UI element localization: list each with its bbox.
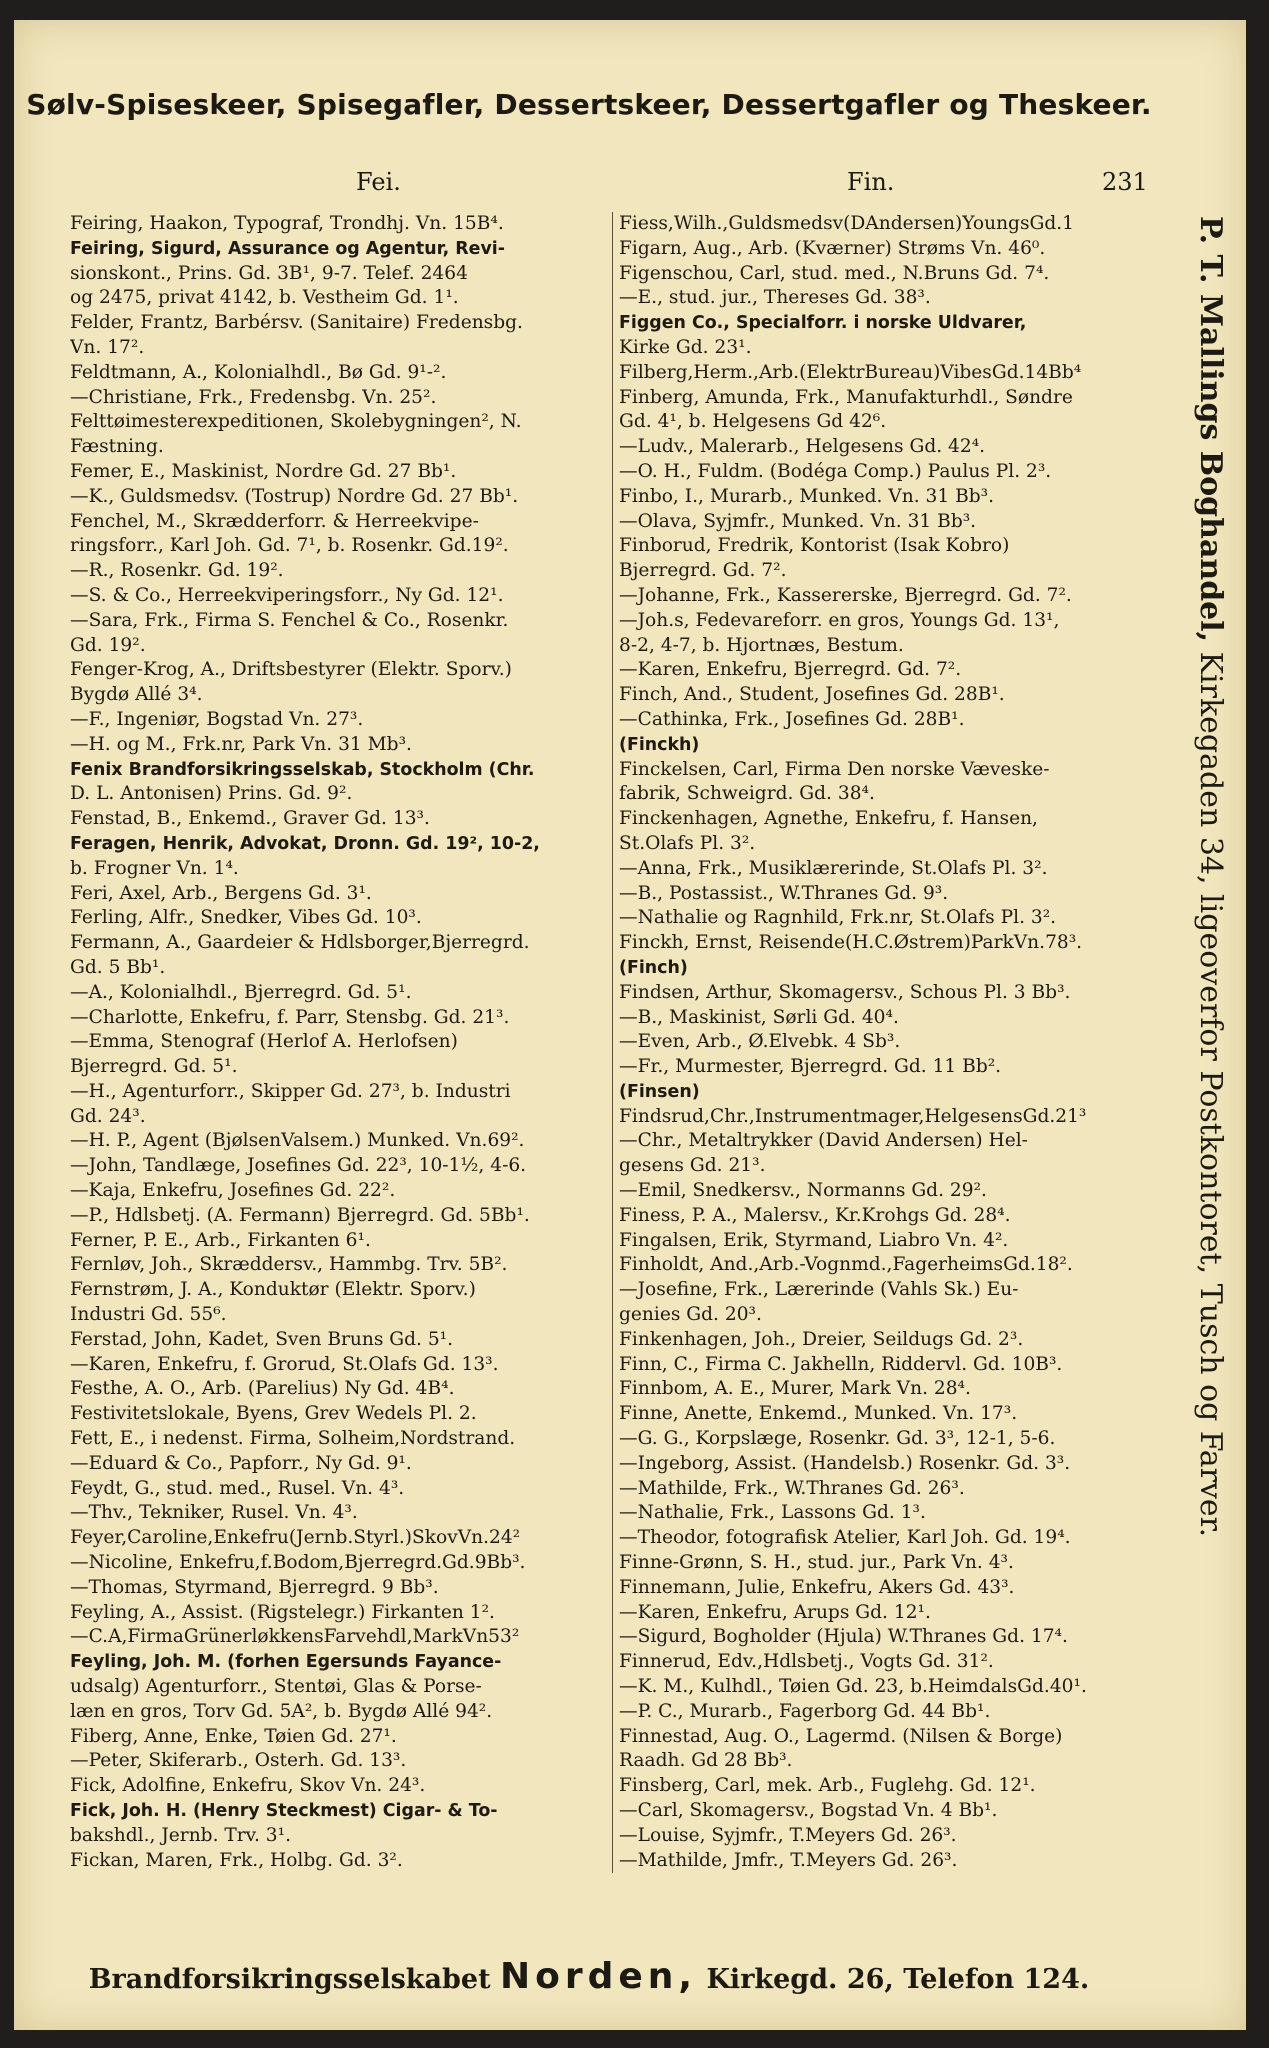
directory-line: Feragen, Henrik, Advokat, Dronn. Gd. 19², 10-2, <box>70 833 540 854</box>
directory-line: Findsen, Arthur, Skomagersv., Schous Pl. 3 Bb³. <box>619 981 1071 1003</box>
directory-line: Finch, And., Student, Josefines Gd. 28B¹. <box>619 684 1005 706</box>
directory-line: Fingalsen, Erik, Styrmand, Liabro Vn. 4². <box>619 1229 1009 1251</box>
directory-line: Figgen Co., Specialforr. i norske Uldvarer, <box>619 313 1027 334</box>
directory-line: —S. & Co., Herreekviperingsforr., Ny Gd. 12¹. <box>70 584 504 606</box>
directory-line: —Ludv., Malerarb., Helgesens Gd. 42⁴. <box>619 436 986 458</box>
directory-line: —Thomas, Styrmand, Bjerregrd. 9 Bb³. <box>70 1576 439 1598</box>
directory-line: Fick, Adolfine, Enkefru, Skov Vn. 24³. <box>70 1775 426 1797</box>
directory-line: —Chr., Metaltrykker (David Andersen) Hel- <box>619 1130 1028 1152</box>
directory-line: Gd. 4¹, b. Helgesens Gd 42⁶. <box>619 411 887 433</box>
right-column <box>612 212 1179 1873</box>
directory-line: Fiberg, Anne, Enke, Tøien Gd. 27¹. <box>70 1725 397 1747</box>
left-column-heading: Fei. <box>356 168 401 196</box>
directory-line: og 2475, privat 4142, b. Vestheim Gd. 1¹. <box>70 287 459 309</box>
directory-line: Raadh. Gd 28 Bb³. <box>619 1750 793 1772</box>
directory-line: udsalg) Agenturforr., Stentøi, Glas & Porse- <box>70 1676 482 1698</box>
side-ad-shop-name: P. T. Mallings Boghandel, <box>1193 216 1228 643</box>
directory-line: —Mathilde, Frk., W.Thranes Gd. 26³. <box>619 1477 965 1499</box>
directory-line: —C.A,FirmaGrünerløkkensFarvehdl,MarkVn53² <box>70 1626 520 1648</box>
directory-line: —Theodor, fotografisk Atelier, Karl Joh. Gd. 19⁴. <box>619 1527 1071 1549</box>
directory-line: Fett, E., i nedenst. Firma, Solheim,Nordstrand. <box>70 1428 516 1450</box>
directory-line: Feydt, G., stud. med., Rusel. Vn. 4³. <box>70 1477 405 1499</box>
directory-line: —Nicoline, Enkefru,f.Bodom,Bjerregrd.Gd.9Bb³. <box>70 1552 526 1574</box>
directory-line: —Joh.s, Fedevareforr. en gros, Youngs Gd. 13¹, <box>619 609 1060 631</box>
left-column <box>70 212 618 1873</box>
directory-line: —Christiane, Frk., Fredensbg. Vn. 25². <box>70 386 437 408</box>
directory-line: Finkenhagen, Joh., Dreier, Seildugs Gd. 2³. <box>619 1328 1024 1350</box>
directory-line: Finne, Anette, Enkemd., Munked. Vn. 17³. <box>619 1403 1018 1425</box>
directory-line: Finne-Grønn, S. H., stud. jur., Park Vn. 4³. <box>619 1552 1014 1574</box>
directory-line: —P., Hdlsbetj. (A. Fermann) Bjerregrd. Gd. 5Bb¹. <box>70 1204 530 1226</box>
directory-line: —Sigurd, Bogholder (Hjula) W.Thranes Gd. 17⁴. <box>619 1626 1068 1648</box>
directory-line: Feiring, Haakon, Typograf, Trondhj. Vn. 15B⁴. <box>70 213 504 234</box>
directory-line: læn en gros, Torv Gd. 5A², b. Bygdø Allé 94². <box>70 1700 493 1722</box>
directory-line: 8-2, 4-7, b. Hjortnæs, Bestum. <box>619 634 904 656</box>
directory-line: —O. H., Fuldm. (Bodéga Comp.) Paulus Pl. 2³. <box>619 460 1052 482</box>
directory-line: (Finch) <box>619 957 688 978</box>
directory-line: Fick, Joh. H. (Henry Steckmest) Cigar- & To- <box>70 1801 498 1821</box>
directory-line: —Johanne, Frk., Kassererske, Bjerregrd. Gd. 7². <box>619 584 1072 606</box>
footer-advertisement <box>14 1956 1164 1997</box>
directory-line: —Fr., Murmester, Bjerregrd. Gd. 11 Bb². <box>619 1056 1002 1078</box>
directory-line: gesens Gd. 21³. <box>619 1155 766 1177</box>
directory-line: Fickan, Maren, Frk., Holbg. Gd. 3². <box>70 1849 403 1871</box>
directory-line: Feiring, Sigurd, Assurance og Agentur, Revi- <box>70 238 505 259</box>
directory-line: —B., Postassist., W.Thranes Gd. 9³. <box>619 882 949 904</box>
directory-line: —Nathalie, Frk., Lassons Gd. 1³. <box>619 1502 926 1524</box>
directory-line: Festhe, A. O., Arb. (Parelius) Ny Gd. 4B⁴. <box>70 1378 455 1400</box>
directory-line: Gd. 24³. <box>70 1105 146 1127</box>
directory-line: sionskont., Prins. Gd. 3B¹, 9-7. Telef. 2464 <box>70 262 468 284</box>
directory-line: Ferstad, John, Kadet, Sven Bruns Gd. 5¹. <box>70 1328 454 1350</box>
directory-line: Felttøimesterexpeditionen, Skolebygningen², N. <box>70 411 522 433</box>
directory-line: Feyer,Caroline,Enkefru(Jernb.Styrl.)SkovVn.24² <box>70 1527 521 1549</box>
page-banner: Sølv-Spiseskeer, Spisegafler, Dessertskeer, Dessertgafler og Theskeer. <box>26 88 1152 121</box>
directory-line: Figenschou, Carl, stud. med., N.Bruns Gd. 7⁴. <box>619 262 1050 284</box>
side-advertisement <box>1188 216 1232 1856</box>
directory-line: —Louise, Syjmfr., T.Meyers Gd. 26³. <box>619 1824 957 1846</box>
directory-line: —Ingeborg, Assist. (Handelsb.) Rosenkr. Gd. 3³. <box>619 1452 1071 1474</box>
directory-line: —Olava, Syjmfr., Munked. Vn. 31 Bb³. <box>619 510 977 532</box>
directory-line: Fæstning. <box>70 436 164 458</box>
directory-line: —Even, Arb., Ø.Elvebk. 4 Sb³. <box>619 1031 901 1053</box>
directory-line: Bjerregrd. Gd. 7². <box>619 560 787 582</box>
directory-line: —B., Maskinist, Sørli Gd. 40⁴. <box>619 1006 899 1028</box>
directory-line: Finborud, Fredrik, Kontorist (Isak Kobro) <box>619 535 1010 557</box>
directory-line: —K. M., Kulhdl., Tøien Gd. 23, b.HeimdalsGd.40¹. <box>619 1676 1087 1698</box>
directory-line: Feyling, Joh. M. (forhen Egersunds Fayance- <box>70 1652 502 1673</box>
directory-line: Finnestad, Aug. O., Lagermd. (Nilsen & Borge) <box>619 1725 1063 1747</box>
directory-line: —Karen, Enkefru, Arups Gd. 12¹. <box>619 1601 931 1623</box>
directory-line: Fermann, A., Gaardeier & Hdlsborger,Bjerregrd. <box>70 932 530 954</box>
directory-line: Bygdø Allé 3⁴. <box>70 684 203 706</box>
directory-line: (Finsen) <box>619 1081 700 1102</box>
directory-line: Kirke Gd. 23¹. <box>619 336 752 358</box>
directory-line: Fenstad, B., Enkemd., Graver Gd. 13³. <box>70 808 430 830</box>
directory-line: —Thv., Tekniker, Rusel. Vn. 4³. <box>70 1502 358 1524</box>
directory-line: Fernløv, Joh., Skræddersv., Hammbg. Trv. 5B². <box>70 1254 508 1276</box>
directory-line: genies Gd. 20³. <box>619 1304 762 1326</box>
directory-line: (Finckh) <box>619 734 700 755</box>
footer-company-name: Norden, <box>499 1956 698 1997</box>
directory-line: —Mathilde, Jmfr., T.Meyers Gd. 26³. <box>619 1849 958 1871</box>
directory-line: D. L. Antonisen) Prins. Gd. 9². <box>70 783 353 805</box>
directory-line: Finn, C., Firma C. Jakhelln, Riddervl. Gd. 10B³. <box>619 1353 1063 1375</box>
directory-line: Feyling, A., Assist. (Rigstelegr.) Firkanten 1². <box>70 1601 495 1623</box>
directory-line: Fiess,Wilh.,Guldsmedsv(DAndersen)YoungsGd.1 <box>619 213 1075 234</box>
directory-line: —R., Rosenkr. Gd. 19². <box>70 560 284 582</box>
directory-line: Fenix Brandforsikringsselskab, Stockholm (Chr. <box>70 759 535 780</box>
directory-line: —H. og M., Frk.nr, Park Vn. 31 Mb³. <box>70 733 412 755</box>
directory-line: Finckenhagen, Agnethe, Enkefru, f. Hansen, <box>619 808 1038 830</box>
directory-line: —Sara, Frk., Firma S. Fenchel & Co., Rosenkr. <box>70 609 509 631</box>
directory-line: ringsforr., Karl Joh. Gd. 7¹, b. Rosenkr. Gd.19². <box>70 535 509 557</box>
directory-line: —Peter, Skiferarb., Osterh. Gd. 13³. <box>70 1750 407 1772</box>
directory-line: Ferling, Alfr., Snedker, Vibes Gd. 10³. <box>70 907 422 929</box>
directory-line: St.Olafs Pl. 3². <box>619 832 756 854</box>
directory-line: —P. C., Murarb., Fagerborg Gd. 44 Bb¹. <box>619 1700 991 1722</box>
directory-line: Industri Gd. 55⁶. <box>70 1304 227 1326</box>
directory-line: —Emil, Snedkersv., Normanns Gd. 29². <box>619 1180 987 1202</box>
directory-line: —K., Guldsmedsv. (Tostrup) Nordre Gd. 27 Bb¹. <box>70 485 519 507</box>
directory-line: Femer, E., Maskinist, Nordre Gd. 27 Bb¹. <box>70 460 457 482</box>
directory-line: Finbo, I., Murarb., Munked. Vn. 31 Bb³. <box>619 485 995 507</box>
directory-line: —Carl, Skomagersv., Bogstad Vn. 4 Bb¹. <box>619 1800 998 1821</box>
directory-line: Figarn, Aug., Arb. (Kværner) Strøms Vn. 46⁰. <box>619 237 1046 259</box>
directory-line: Felder, Frantz, Barbérsv. (Sanitaire) Fredensbg. <box>70 312 523 334</box>
directory-line: Feri, Axel, Arb., Bergens Gd. 3¹. <box>70 882 372 904</box>
footer-prefix: Brandforsikringsselskabet <box>88 1964 491 1995</box>
directory-line: Gd. 5 Bb¹. <box>70 956 166 978</box>
directory-line: —Anna, Frk., Musiklærerinde, St.Olafs Pl. 3². <box>619 857 1048 879</box>
directory-line: Finnerud, Edv.,Hdlsbetj., Vogts Gd. 31². <box>619 1651 994 1673</box>
directory-line: bakshdl., Jernb. Trv. 3¹. <box>70 1824 291 1846</box>
directory-line: —Cathinka, Frk., Josefines Gd. 28B¹. <box>619 708 965 730</box>
directory-line: Bjerregrd. Gd. 5¹. <box>70 1056 238 1078</box>
directory-line: Finckh, Ernst, Reisende(H.C.Østrem)ParkVn.78³. <box>619 932 1083 954</box>
directory-line: —E., stud. jur., Thereses Gd. 38³. <box>619 287 931 309</box>
directory-line: —Emma, Stenograf (Herlof A. Herlofsen) <box>70 1031 458 1053</box>
footer-address: Kirkegd. 26, Telefon 124. <box>706 1964 1090 1995</box>
directory-line: Vn. 17². <box>70 336 145 358</box>
side-ad-details: Kirkegaden 34, ligeoverfor Postkontoret, Tusch og Farver. <box>1193 642 1228 1538</box>
directory-line: Fenger-Krog, A., Driftsbestyrer (Elektr. Sporv.) <box>70 659 512 681</box>
directory-line: —H., Agenturforr., Skipper Gd. 27³, b. Industri <box>70 1080 511 1102</box>
directory-line: Finholdt, And.,Arb.-Vognmd.,FagerheimsGd.18². <box>619 1254 1073 1276</box>
directory-page <box>14 20 1246 2030</box>
directory-line: —John, Tandlæge, Josefines Gd. 22³, 10-1½, 4-6. <box>70 1155 527 1177</box>
directory-line: —Eduard & Co., Papforr., Ny Gd. 9¹. <box>70 1452 412 1474</box>
directory-line: Finberg, Amunda, Frk., Manufakturhdl., Søndre <box>619 386 1073 408</box>
directory-line: —A., Kolonialhdl., Bjerregrd. Gd. 5¹. <box>70 981 412 1003</box>
directory-line: —Nathalie og Ragnhild, Frk.nr, St.Olafs Pl. 3². <box>619 907 1057 929</box>
directory-line: fabrik, Schweigrd. Gd. 38⁴. <box>619 783 875 805</box>
directory-line: Finnemann, Julie, Enkefru, Akers Gd. 43³. <box>619 1576 1015 1598</box>
directory-line: Feldtmann, A., Kolonialhdl., Bø Gd. 9¹-². <box>70 361 447 383</box>
directory-line: Festivitetslokale, Byens, Grev Wedels Pl. 2. <box>70 1403 477 1425</box>
directory-line: Finckelsen, Carl, Firma Den norske Væveske- <box>619 758 1050 780</box>
directory-line: —Karen, Enkefru, Bjerregrd. Gd. 7². <box>619 659 962 681</box>
directory-line: Ferner, P. E., Arb., Firkanten 6¹. <box>70 1229 371 1251</box>
directory-line: —Charlotte, Enkefru, f. Parr, Stensbg. Gd. 21³. <box>70 1006 510 1028</box>
directory-line: Fernstrøm, J. A., Konduktør (Elektr. Sporv.) <box>70 1279 476 1301</box>
directory-line: Filberg,Herm.,Arb.(ElektrBureau)VibesGd.14Bb⁴ <box>619 361 1082 383</box>
right-column-heading: Fin. <box>847 168 895 196</box>
directory-line: —F., Ingeniør, Bogstad Vn. 27³. <box>70 708 364 730</box>
directory-line: —G. G., Korpslæge, Rosenkr. Gd. 3³, 12-1, 5-6. <box>619 1428 1056 1450</box>
page-number: 231 <box>1102 168 1148 196</box>
directory-line: —H. P., Agent (BjølsenValsem.) Munked. Vn.69². <box>70 1130 525 1152</box>
directory-line: Findsrud,Chr.,Instrumentmager,HelgesensGd.21³ <box>619 1105 1087 1127</box>
directory-line: Finsberg, Carl, mek. Arb., Fuglehg. Gd. 12¹. <box>619 1775 1036 1797</box>
directory-line: —Karen, Enkefru, f. Grorud, St.Olafs Gd. 13³. <box>70 1353 499 1375</box>
directory-line: —Josefine, Frk., Lærerinde (Vahls Sk.) Eu- <box>619 1279 1019 1301</box>
directory-line: —Kaja, Enkefru, Josefines Gd. 22². <box>70 1180 396 1202</box>
directory-line: Finess, P. A., Malersv., Kr.Krohgs Gd. 28⁴. <box>619 1204 1011 1226</box>
directory-line: Finnbom, A. E., Murer, Mark Vn. 28⁴. <box>619 1378 971 1400</box>
directory-line: Fenchel, M., Skrædderforr. & Herreekvipe- <box>70 510 479 532</box>
directory-line: b. Frogner Vn. 1⁴. <box>70 857 239 879</box>
directory-line: Gd. 19². <box>70 634 146 656</box>
